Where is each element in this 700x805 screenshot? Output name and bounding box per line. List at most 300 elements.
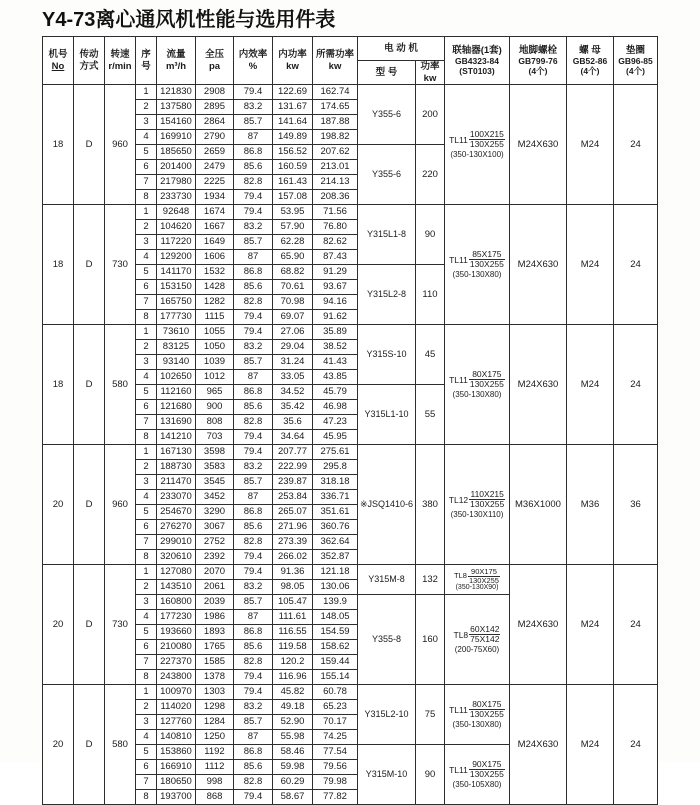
cell-required-power: 198.82 xyxy=(313,130,358,145)
header-row-1 xyxy=(43,37,658,61)
cell-flow: 83125 xyxy=(157,340,196,355)
cell-seq: 6 xyxy=(136,520,157,535)
cell-efficiency: 82.8 xyxy=(234,295,273,310)
fan-performance-table xyxy=(42,36,658,805)
cell-seq: 6 xyxy=(136,640,157,655)
cell-efficiency: 83.2 xyxy=(234,460,273,475)
cell-seq: 6 xyxy=(136,280,157,295)
cell-internal-power: 122.69 xyxy=(273,85,313,100)
table-body xyxy=(43,85,658,805)
cell-flow: 227370 xyxy=(157,655,196,670)
coupling-model: TL11 xyxy=(449,764,468,775)
cell-internal-power: 105.47 xyxy=(273,595,313,610)
cell-flow: 93140 xyxy=(157,355,196,370)
cell-seq: 4 xyxy=(136,730,157,745)
coupling-size-bottom: 130X255 xyxy=(470,499,505,510)
cell-flow: 320610 xyxy=(157,550,196,565)
cell-seq: 5 xyxy=(136,265,157,280)
cell-internal-power: 62.28 xyxy=(273,235,313,250)
cell-efficiency: 86.8 xyxy=(234,505,273,520)
cell-efficiency: 85.7 xyxy=(234,115,273,130)
cell-efficiency: 86.8 xyxy=(234,625,273,640)
cell-seq: 3 xyxy=(136,355,157,370)
cell-seq: 1 xyxy=(136,565,157,580)
coupling-spec xyxy=(445,700,509,721)
cell-seq: 5 xyxy=(136,625,157,640)
cell-efficiency: 85.7 xyxy=(234,475,273,490)
cell-internal-power: 265.07 xyxy=(273,505,313,520)
cell-required-power: 76.80 xyxy=(313,220,358,235)
cell-seq: 8 xyxy=(136,430,157,445)
cell-drive: D xyxy=(74,565,105,685)
cell-internal-power: 27.06 xyxy=(273,325,313,340)
cell-required-power: 35.89 xyxy=(313,325,358,340)
coupling-model: TL11 xyxy=(449,134,468,145)
cell-seq: 2 xyxy=(136,340,157,355)
cell-internal-power: 156.52 xyxy=(273,145,313,160)
coupling-sizes xyxy=(469,370,505,391)
cell-efficiency: 85.6 xyxy=(234,760,273,775)
cell-pressure: 868 xyxy=(196,790,234,805)
cell-efficiency: 83.2 xyxy=(234,580,273,595)
coupling-note: (350-130X80) xyxy=(452,720,502,730)
cell-motor-model: Y355-6 xyxy=(358,85,416,145)
cell-nut: M24 xyxy=(567,685,614,805)
coupling-sizes xyxy=(468,568,500,584)
cell-internal-power: 29.04 xyxy=(273,340,313,355)
cell-internal-power: 266.02 xyxy=(273,550,313,565)
cell-flow: 299010 xyxy=(157,535,196,550)
cell-pressure: 1039 xyxy=(196,355,234,370)
cell-required-power: 295.8 xyxy=(313,460,358,475)
cell-internal-power: 70.98 xyxy=(273,295,313,310)
cell-pressure: 1585 xyxy=(196,655,234,670)
cell-internal-power: 160.59 xyxy=(273,160,313,175)
cell-seq: 8 xyxy=(136,790,157,805)
cell-required-power: 79.56 xyxy=(313,760,358,775)
cell-pressure: 2061 xyxy=(196,580,234,595)
cell-flow: 117220 xyxy=(157,235,196,250)
cell-pressure: 1532 xyxy=(196,265,234,280)
cell-seq: 7 xyxy=(136,775,157,790)
cell-coupling xyxy=(445,85,510,205)
cell-seq: 6 xyxy=(136,160,157,175)
cell-efficiency: 79.4 xyxy=(234,310,273,325)
coupling-spec xyxy=(445,760,509,781)
cell-efficiency: 83.2 xyxy=(234,340,273,355)
coupling-spec xyxy=(445,568,509,584)
cell-required-power: 65.23 xyxy=(313,700,358,715)
cell-pressure: 2070 xyxy=(196,565,234,580)
cell-coupling xyxy=(445,685,510,745)
cell-internal-power: 120.2 xyxy=(273,655,313,670)
cell-motor-power: 160 xyxy=(416,595,445,685)
cell-anchor-bolt: M24X630 xyxy=(510,85,567,205)
coupling-note: (350-105X80) xyxy=(452,780,502,790)
cell-pressure: 1674 xyxy=(196,205,234,220)
cell-flow: 153860 xyxy=(157,745,196,760)
cell-flow: 177230 xyxy=(157,610,196,625)
cell-efficiency: 86.8 xyxy=(234,265,273,280)
cell-seq: 2 xyxy=(136,460,157,475)
cell-drive: D xyxy=(74,685,105,805)
col-header-motor: 电 动 机 xyxy=(358,37,445,61)
cell-efficiency: 82.8 xyxy=(234,175,273,190)
cell-pressure: 2908 xyxy=(196,85,234,100)
cell-pressure: 703 xyxy=(196,430,234,445)
cell-nut: M24 xyxy=(567,205,614,325)
cell-motor-power: 220 xyxy=(416,145,445,205)
cell-flow: 254670 xyxy=(157,505,196,520)
cell-required-power: 43.85 xyxy=(313,370,358,385)
cell-drive: D xyxy=(74,445,105,565)
cell-pressure: 1428 xyxy=(196,280,234,295)
cell-pressure: 1765 xyxy=(196,640,234,655)
cell-pressure: 1606 xyxy=(196,250,234,265)
cell-internal-power: 131.67 xyxy=(273,100,313,115)
cell-efficiency: 82.8 xyxy=(234,655,273,670)
cell-pressure: 1192 xyxy=(196,745,234,760)
cell-flow: 233070 xyxy=(157,490,196,505)
cell-required-power: 148.05 xyxy=(313,610,358,625)
cell-pressure: 1050 xyxy=(196,340,234,355)
cell-flow: 143510 xyxy=(157,580,196,595)
cell-internal-power: 65.90 xyxy=(273,250,313,265)
cell-internal-power: 33.05 xyxy=(273,370,313,385)
coupling-model: TL12 xyxy=(448,494,469,505)
cell-internal-power: 157.08 xyxy=(273,190,313,205)
cell-seq: 4 xyxy=(136,610,157,625)
table-row xyxy=(43,685,658,700)
cell-coupling xyxy=(445,205,510,325)
cell-flow: 180650 xyxy=(157,775,196,790)
cell-seq: 5 xyxy=(136,145,157,160)
cell-internal-power: 34.52 xyxy=(273,385,313,400)
cell-efficiency: 85.6 xyxy=(234,280,273,295)
cell-drive: D xyxy=(74,325,105,445)
cell-efficiency: 87 xyxy=(234,250,273,265)
cell-flow: 121830 xyxy=(157,85,196,100)
cell-seq: 4 xyxy=(136,130,157,145)
coupling-size-bottom: 75X142 xyxy=(470,634,500,645)
cell-required-power: 94.16 xyxy=(313,295,358,310)
cell-flow: 141210 xyxy=(157,430,196,445)
coupling-model: TL11 xyxy=(449,374,468,385)
cell-machine-no: 18 xyxy=(43,205,74,325)
cell-flow: 102650 xyxy=(157,370,196,385)
cell-seq: 1 xyxy=(136,445,157,460)
coupling-note: (350-130X80) xyxy=(452,390,502,400)
cell-seq: 2 xyxy=(136,100,157,115)
cell-required-power: 91.29 xyxy=(313,265,358,280)
cell-pressure: 1250 xyxy=(196,730,234,745)
cell-efficiency: 83.2 xyxy=(234,700,273,715)
cell-required-power: 77.54 xyxy=(313,745,358,760)
cell-pressure: 2864 xyxy=(196,115,234,130)
cell-machine-no: 20 xyxy=(43,685,74,805)
cell-internal-power: 68.82 xyxy=(273,265,313,280)
cell-motor-model: Y315L2-10 xyxy=(358,685,416,745)
cell-anchor-bolt: M24X630 xyxy=(510,565,567,685)
cell-seq: 6 xyxy=(136,760,157,775)
cell-internal-power: 58.67 xyxy=(273,790,313,805)
cell-required-power: 47.23 xyxy=(313,415,358,430)
cell-seq: 2 xyxy=(136,580,157,595)
coupling-sizes xyxy=(469,490,505,511)
cell-speed: 580 xyxy=(105,685,136,805)
cell-flow: 160800 xyxy=(157,595,196,610)
table-row xyxy=(43,205,658,220)
cell-motor-power: 90 xyxy=(416,205,445,265)
cell-pressure: 1303 xyxy=(196,685,234,700)
cell-pressure: 2895 xyxy=(196,100,234,115)
cell-pressure: 1893 xyxy=(196,625,234,640)
cell-flow: 211470 xyxy=(157,475,196,490)
col-header-anchor-bolt: 地脚螺栓 GB799-76 (4个) xyxy=(510,37,567,85)
cell-internal-power: 149.89 xyxy=(273,130,313,145)
cell-required-power: 71.56 xyxy=(313,205,358,220)
cell-seq: 8 xyxy=(136,190,157,205)
cell-nut: M24 xyxy=(567,325,614,445)
cell-seq: 1 xyxy=(136,85,157,100)
coupling-note: (200-75X60) xyxy=(454,645,500,655)
coupling-size-bottom: 130X255 xyxy=(469,709,504,720)
cell-required-power: 41.43 xyxy=(313,355,358,370)
cell-seq: 5 xyxy=(136,745,157,760)
cell-internal-power: 116.55 xyxy=(273,625,313,640)
cell-required-power: 70.17 xyxy=(313,715,358,730)
cell-machine-no: 20 xyxy=(43,445,74,565)
cell-speed: 730 xyxy=(105,205,136,325)
cell-required-power: 154.59 xyxy=(313,625,358,640)
cell-seq: 1 xyxy=(136,205,157,220)
cell-motor-power: 90 xyxy=(416,745,445,805)
cell-seq: 1 xyxy=(136,685,157,700)
cell-required-power: 87.43 xyxy=(313,250,358,265)
coupling-model: TL8 xyxy=(453,629,469,640)
cell-motor-power: 75 xyxy=(416,685,445,745)
cell-machine-no: 18 xyxy=(43,85,74,205)
cell-motor-power: 200 xyxy=(416,85,445,145)
cell-required-power: 362.64 xyxy=(313,535,358,550)
cell-efficiency: 87 xyxy=(234,610,273,625)
cell-pressure: 3067 xyxy=(196,520,234,535)
cell-flow: 100970 xyxy=(157,685,196,700)
cell-washer: 24 xyxy=(614,325,658,445)
cell-flow: 140810 xyxy=(157,730,196,745)
cell-efficiency: 79.4 xyxy=(234,790,273,805)
cell-required-power: 352.87 xyxy=(313,550,358,565)
cell-required-power: 139.9 xyxy=(313,595,358,610)
cell-efficiency: 87 xyxy=(234,490,273,505)
col-header-seq: 序 号 xyxy=(136,37,157,85)
cell-required-power: 351.61 xyxy=(313,505,358,520)
cell-seq: 8 xyxy=(136,550,157,565)
cell-required-power: 275.61 xyxy=(313,445,358,460)
coupling-spec xyxy=(445,250,509,271)
cell-seq: 3 xyxy=(136,115,157,130)
coupling-size-bottom: 130X255 xyxy=(469,139,504,150)
cell-internal-power: 58.46 xyxy=(273,745,313,760)
cell-pressure: 1667 xyxy=(196,220,234,235)
cell-coupling xyxy=(445,445,510,565)
cell-seq: 2 xyxy=(136,220,157,235)
cell-flow: 104620 xyxy=(157,220,196,235)
cell-seq: 1 xyxy=(136,325,157,340)
cell-internal-power: 35.42 xyxy=(273,400,313,415)
table-row xyxy=(43,445,658,460)
col-header-internal-power: 内功率 kw xyxy=(273,37,313,85)
cell-efficiency: 79.4 xyxy=(234,85,273,100)
cell-nut: M24 xyxy=(567,85,614,205)
col-header-machine-no: 机号 No xyxy=(43,37,74,85)
cell-seq: 3 xyxy=(136,475,157,490)
cell-flow: 154160 xyxy=(157,115,196,130)
cell-pressure: 2752 xyxy=(196,535,234,550)
cell-drive: D xyxy=(74,205,105,325)
cell-flow: 131690 xyxy=(157,415,196,430)
cell-internal-power: 69.07 xyxy=(273,310,313,325)
cell-internal-power: 70.61 xyxy=(273,280,313,295)
cell-flow: 201400 xyxy=(157,160,196,175)
coupling-sizes xyxy=(469,700,505,721)
cell-required-power: 130.06 xyxy=(313,580,358,595)
cell-required-power: 60.78 xyxy=(313,685,358,700)
cell-flow: 243800 xyxy=(157,670,196,685)
cell-pressure: 2790 xyxy=(196,130,234,145)
cell-pressure: 3545 xyxy=(196,475,234,490)
cell-pressure: 3290 xyxy=(196,505,234,520)
cell-pressure: 1112 xyxy=(196,760,234,775)
table-row xyxy=(43,565,658,580)
cell-coupling xyxy=(445,325,510,445)
cell-pressure: 1649 xyxy=(196,235,234,250)
cell-pressure: 900 xyxy=(196,400,234,415)
cell-pressure: 2225 xyxy=(196,175,234,190)
cell-seq: 7 xyxy=(136,415,157,430)
cell-efficiency: 85.7 xyxy=(234,235,273,250)
col-header-motor-power: 功率kw xyxy=(416,61,445,85)
cell-pressure: 1378 xyxy=(196,670,234,685)
cell-seq: 4 xyxy=(136,370,157,385)
cell-seq: 5 xyxy=(136,505,157,520)
cell-internal-power: 222.99 xyxy=(273,460,313,475)
cell-internal-power: 141.64 xyxy=(273,115,313,130)
cell-coupling xyxy=(445,745,510,805)
cell-motor-model: ※JSQ1410-6 xyxy=(358,445,416,565)
cell-motor-power: 380 xyxy=(416,445,445,565)
cell-seq: 4 xyxy=(136,250,157,265)
cell-flow: 112160 xyxy=(157,385,196,400)
cell-flow: 177730 xyxy=(157,310,196,325)
cell-motor-model: Y315L1-8 xyxy=(358,205,416,265)
cell-speed: 580 xyxy=(105,325,136,445)
cell-required-power: 208.36 xyxy=(313,190,358,205)
cell-efficiency: 79.4 xyxy=(234,430,273,445)
cell-efficiency: 82.8 xyxy=(234,535,273,550)
cell-nut: M36 xyxy=(567,445,614,565)
cell-machine-no: 20 xyxy=(43,565,74,685)
cell-required-power: 79.98 xyxy=(313,775,358,790)
cell-motor-model: Y315M-10 xyxy=(358,745,416,805)
cell-pressure: 2392 xyxy=(196,550,234,565)
cell-seq: 3 xyxy=(136,235,157,250)
cell-internal-power: 60.29 xyxy=(273,775,313,790)
cell-efficiency: 79.4 xyxy=(234,685,273,700)
cell-required-power: 207.62 xyxy=(313,145,358,160)
cell-motor-power: 110 xyxy=(416,265,445,325)
cell-washer: 24 xyxy=(614,85,658,205)
cell-pressure: 1012 xyxy=(196,370,234,385)
cell-efficiency: 79.4 xyxy=(234,550,273,565)
coupling-size-top: 90X175 xyxy=(469,760,505,771)
cell-efficiency: 86.8 xyxy=(234,145,273,160)
cell-flow: 165750 xyxy=(157,295,196,310)
cell-internal-power: 119.58 xyxy=(273,640,313,655)
coupling-size-bottom: 130X255 xyxy=(469,379,504,390)
cell-efficiency: 83.2 xyxy=(234,100,273,115)
cell-efficiency: 83.2 xyxy=(234,220,273,235)
cell-pressure: 1282 xyxy=(196,295,234,310)
cell-coupling xyxy=(445,595,510,685)
coupling-note: (350-130X100) xyxy=(450,150,504,160)
cell-flow: 73610 xyxy=(157,325,196,340)
coupling-sizes xyxy=(469,760,505,781)
coupling-note: (350-130X80) xyxy=(452,270,502,280)
cell-pressure: 3583 xyxy=(196,460,234,475)
cell-coupling xyxy=(445,565,510,595)
cell-internal-power: 35.6 xyxy=(273,415,313,430)
cell-efficiency: 79.4 xyxy=(234,205,273,220)
cell-anchor-bolt: M24X630 xyxy=(510,685,567,805)
cell-pressure: 1284 xyxy=(196,715,234,730)
cell-speed: 960 xyxy=(105,445,136,565)
cell-required-power: 318.18 xyxy=(313,475,358,490)
cell-required-power: 162.74 xyxy=(313,85,358,100)
coupling-spec xyxy=(445,490,509,511)
cell-internal-power: 91.36 xyxy=(273,565,313,580)
cell-required-power: 158.62 xyxy=(313,640,358,655)
cell-seq: 8 xyxy=(136,670,157,685)
cell-required-power: 77.82 xyxy=(313,790,358,805)
cell-flow: 121680 xyxy=(157,400,196,415)
cell-motor-model: Y315M-8 xyxy=(358,565,416,595)
cell-seq: 3 xyxy=(136,715,157,730)
cell-flow: 153150 xyxy=(157,280,196,295)
cell-pressure: 1115 xyxy=(196,310,234,325)
cell-internal-power: 253.84 xyxy=(273,490,313,505)
cell-internal-power: 49.18 xyxy=(273,700,313,715)
cell-pressure: 1298 xyxy=(196,700,234,715)
cell-speed: 960 xyxy=(105,85,136,205)
cell-required-power: 45.95 xyxy=(313,430,358,445)
col-header-drive: 传动 方式 xyxy=(74,37,105,85)
col-header-flow: 流量 m³/h xyxy=(157,37,196,85)
coupling-size-top: 85X175 xyxy=(469,250,505,261)
cell-seq: 7 xyxy=(136,175,157,190)
cell-machine-no: 18 xyxy=(43,325,74,445)
cell-efficiency: 85.6 xyxy=(234,400,273,415)
cell-pressure: 3452 xyxy=(196,490,234,505)
table-row xyxy=(43,325,658,340)
cell-pressure: 2479 xyxy=(196,160,234,175)
col-header-washer: 垫圈 GB96-85 (4个) xyxy=(614,37,658,85)
page-title: Y4-73离心通风机性能与选用件表 xyxy=(42,9,336,31)
cell-flow: 276270 xyxy=(157,520,196,535)
cell-flow: 217980 xyxy=(157,175,196,190)
cell-efficiency: 85.7 xyxy=(234,355,273,370)
cell-anchor-bolt: M24X630 xyxy=(510,205,567,325)
